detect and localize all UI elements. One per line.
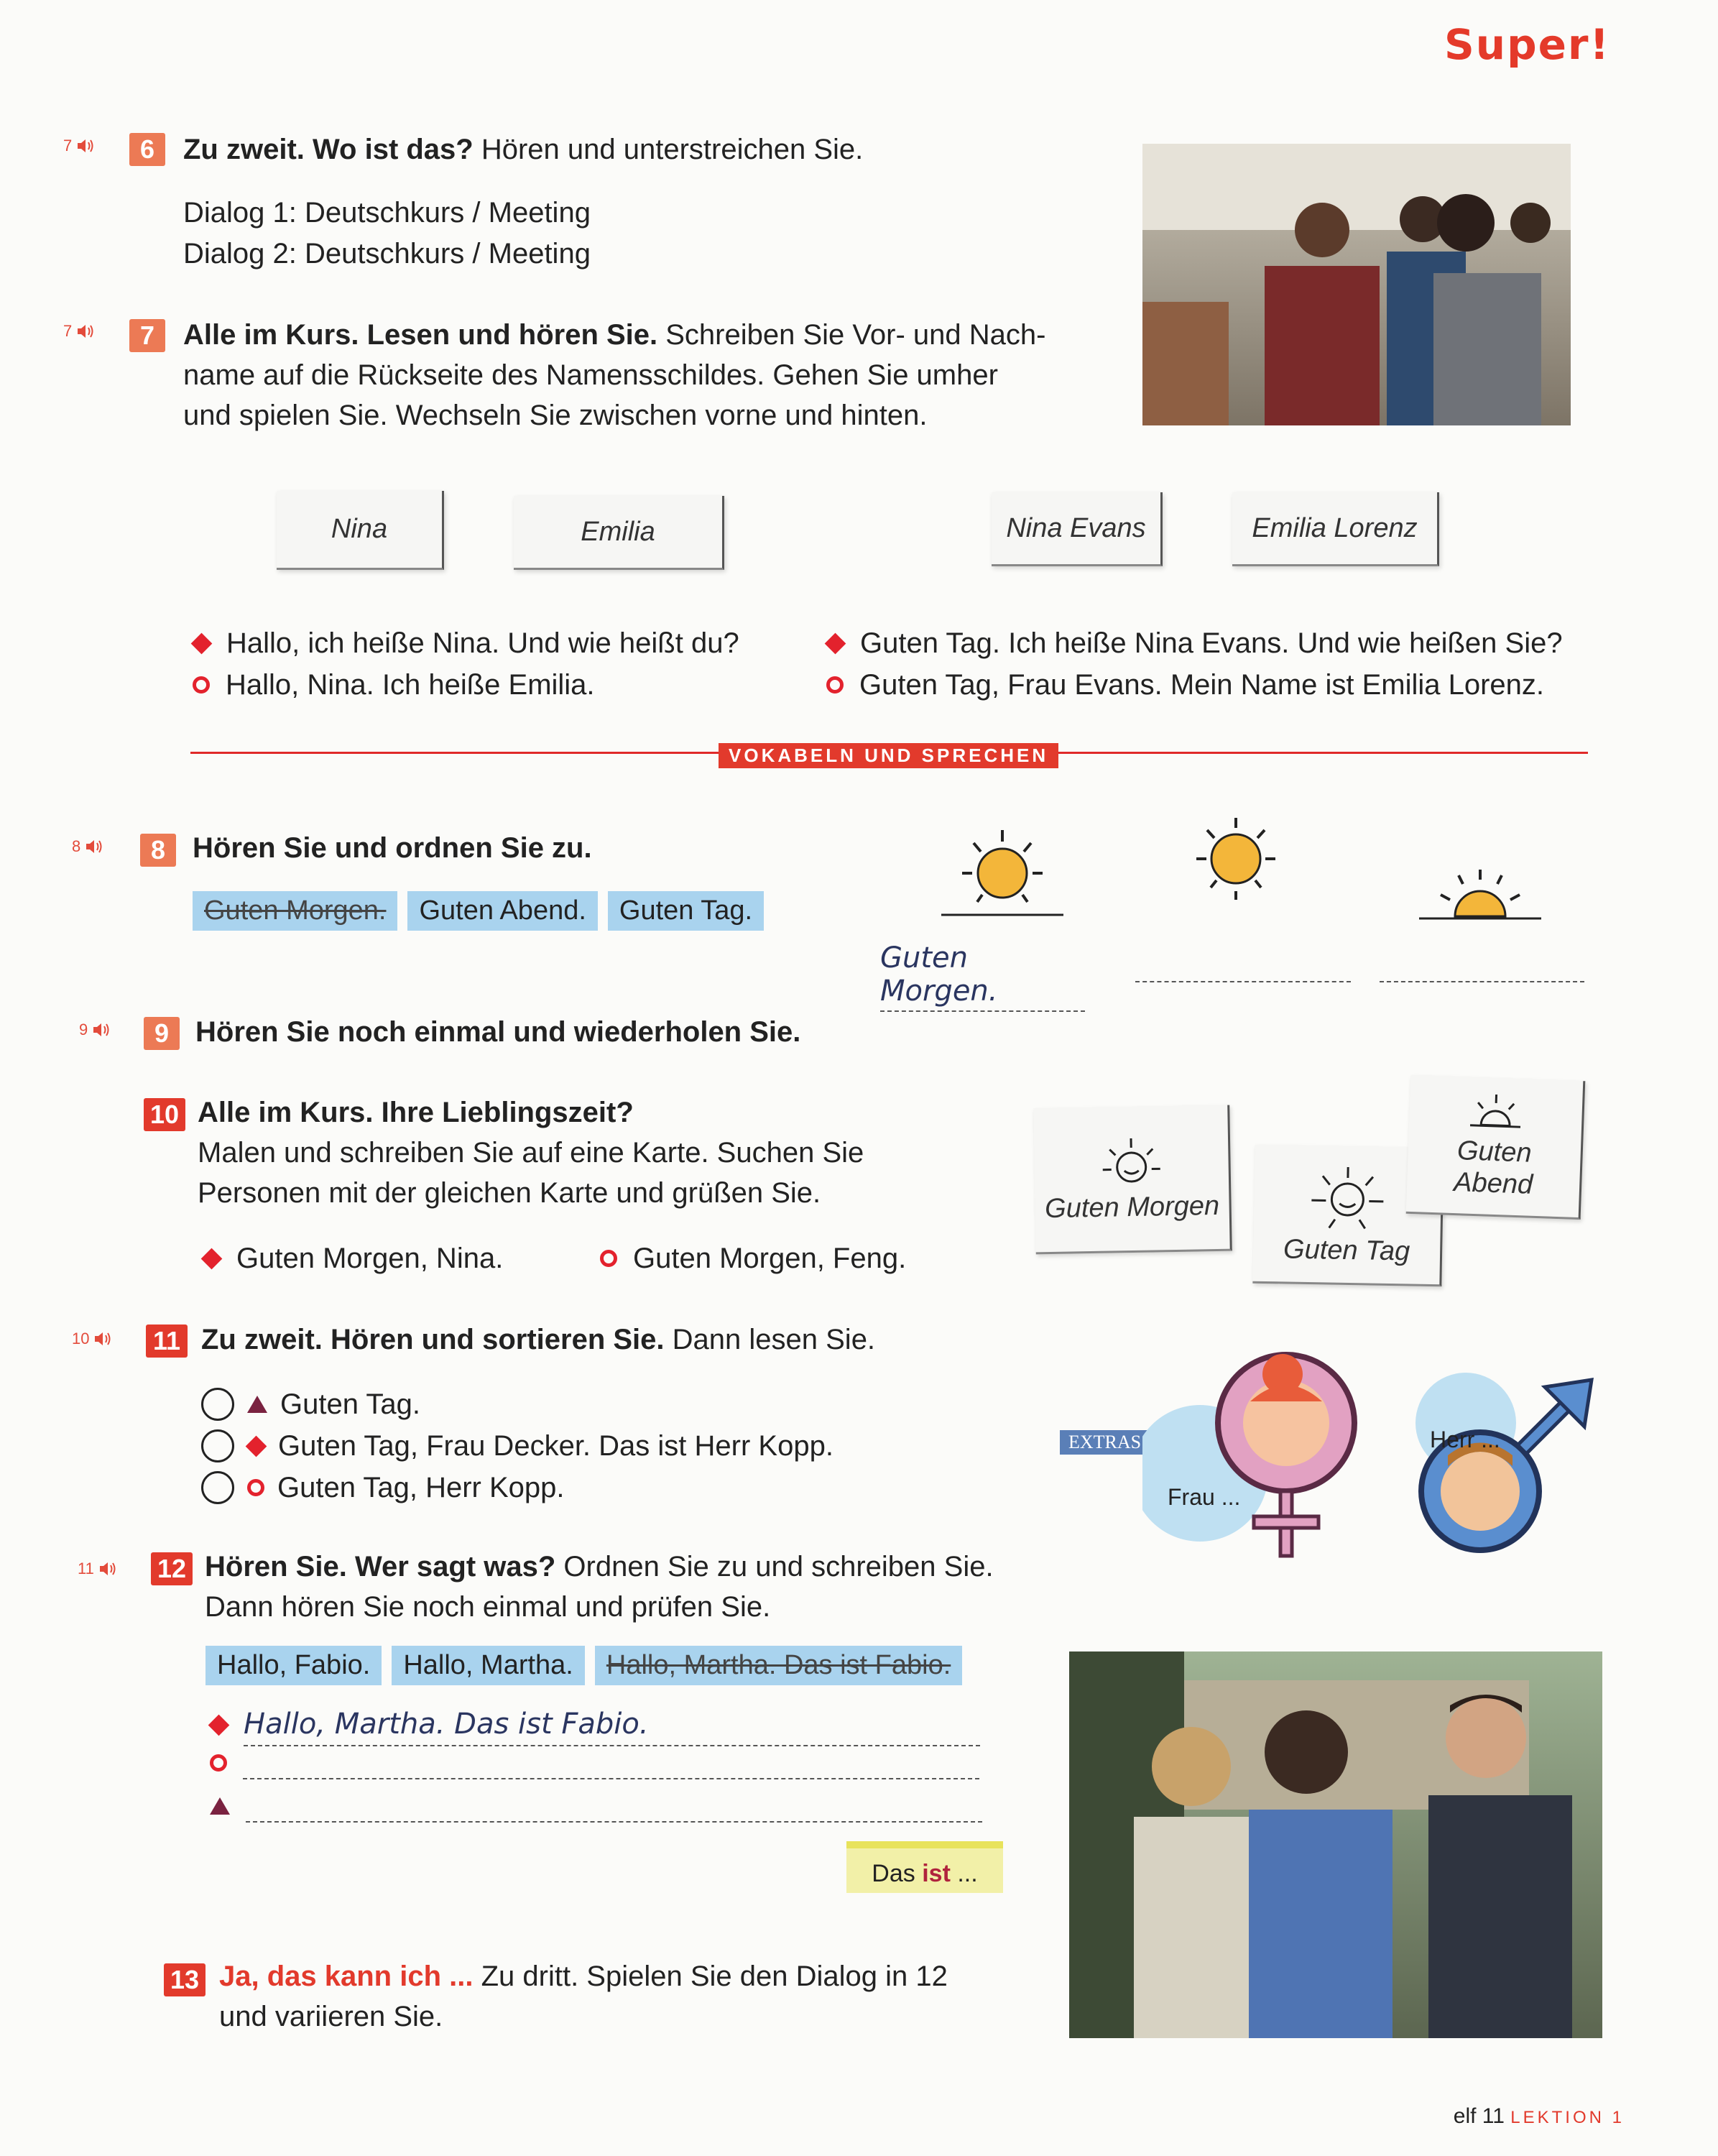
smiling-sun-icon	[1088, 1133, 1175, 1192]
exercise-number-7: 7	[129, 319, 165, 352]
audio-track-7[interactable]	[63, 322, 95, 341]
answer-blank[interactable]	[246, 1789, 982, 1823]
lesson-label: LEKTION 1	[1510, 2108, 1625, 2127]
text-line-3: und spielen Sie. Wechseln Sie zwischen vorne und hinten.	[183, 400, 928, 431]
audio-track-6[interactable]	[63, 137, 95, 155]
card-guten-morgen	[1033, 1105, 1232, 1255]
dialog-left-2	[193, 664, 595, 706]
extras-badge: EXTRAS	[1060, 1430, 1150, 1455]
title-bold: Alle im Kurs. Lesen und hören Sie.	[183, 319, 658, 351]
card-text: Guten Tag	[1283, 1233, 1410, 1266]
dialog-text: Guten Morgen, Nina.	[236, 1243, 504, 1274]
title-bold: Zu zweit. Hören und sortieren Sie.	[201, 1324, 665, 1355]
speaker-icon	[76, 137, 95, 155]
dialog-right-2	[826, 664, 1544, 706]
dialog-text: Guten Tag, Frau Evans. Mein Name ist Emilia Lorenz.	[859, 669, 1545, 701]
dialog-text: Guten Morgen, Feng.	[633, 1243, 907, 1274]
ring-icon	[210, 1754, 227, 1772]
title-red: Ja, das kann ich ...	[219, 1961, 474, 1992]
dialog-10-2	[600, 1238, 906, 1279]
diamond-icon	[201, 1248, 223, 1269]
chip-guten-tag[interactable]: Guten Tag.	[608, 891, 764, 931]
chip-hallo-martha[interactable]: Hallo, Martha.	[392, 1646, 585, 1685]
dialog-line-1: Dialog 1: Deutschkurs / Meeting	[183, 197, 591, 229]
exercise-6-title	[183, 129, 863, 170]
answer-text[interactable]: Hallo, Martha. Das ist Fabio.	[244, 1703, 980, 1746]
title-rest: Ordnen Sie zu und schreiben Sie.	[555, 1551, 994, 1583]
exercise-8-title: Hören Sie und ordnen Sie zu.	[193, 832, 592, 864]
name-card-emilia: Emilia	[514, 496, 724, 570]
ring-icon	[193, 676, 210, 694]
sun-setting-icon	[1415, 862, 1545, 927]
sort-line-1	[201, 1383, 420, 1425]
exercise-number-11: 11	[146, 1325, 188, 1358]
exercise-13-text	[219, 1956, 1045, 2037]
line-text: Guten Tag.	[280, 1388, 420, 1420]
card-guten-abend	[1406, 1075, 1586, 1220]
note-text-3: ...	[950, 1860, 978, 1887]
label-frau: Frau ...	[1168, 1484, 1241, 1510]
dialog-right-1	[826, 622, 1563, 664]
chip-row-8	[193, 891, 764, 931]
track-number: 8	[72, 837, 81, 855]
triangle-icon	[210, 1797, 230, 1815]
title-bold: Hören Sie. Wer sagt was?	[205, 1551, 556, 1583]
chip-hallo-martha-fabio[interactable]: Hallo, Martha. Das ist Fabio.	[595, 1646, 962, 1685]
label-herr: Herr ...	[1430, 1427, 1500, 1452]
track-number: 10	[72, 1330, 90, 1348]
exercise-number-8: 8	[140, 834, 176, 867]
speaker-icon	[85, 838, 103, 855]
track-number: 11	[78, 1560, 94, 1577]
ring-icon	[247, 1479, 264, 1496]
text-line-2: Dann hören Sie noch einmal und prüfen Sie.	[205, 1591, 771, 1623]
grammar-note	[846, 1841, 1003, 1893]
text-line-1: Schreiben Sie Vor- und Nach-	[657, 319, 1046, 351]
exercise-number-9: 9	[144, 1017, 180, 1050]
sort-line-2	[201, 1425, 833, 1467]
diamond-icon	[191, 632, 213, 654]
exercise-number-12: 12	[151, 1552, 193, 1585]
speaker-icon	[76, 323, 95, 340]
text-line-1: Zu dritt. Spielen Sie den Dialog in 12	[473, 1961, 948, 1992]
order-circle[interactable]	[201, 1429, 234, 1462]
text-line-1: Malen und schreiben Sie auf eine Karte. Suchen Sie	[198, 1137, 864, 1169]
page-footer	[1454, 2104, 1625, 2129]
order-circle[interactable]	[201, 1471, 234, 1504]
sort-line-3	[201, 1467, 565, 1508]
page-number: elf 11	[1453, 2104, 1505, 2128]
audio-track-11[interactable]	[72, 1330, 112, 1348]
photo-group-walking	[1142, 144, 1571, 425]
title-bold: Zu zweit. Wo ist das?	[183, 134, 474, 165]
title-rest: Hören und unterstreichen Sie.	[473, 134, 864, 165]
text-line-2: Personen mit der gleichen Karte und grüßen Sie.	[198, 1177, 821, 1209]
chip-row-12	[205, 1646, 962, 1685]
dialog-text: Guten Tag. Ich heiße Nina Evans. Und wie heißen Sie?	[860, 627, 1563, 659]
exercise-number-6: 6	[129, 133, 165, 166]
diamond-icon	[246, 1435, 267, 1457]
dialog-text: Hallo, ich heiße Nina. Und wie heißt du?	[226, 627, 739, 659]
answer-row-3	[210, 1789, 982, 1823]
exercise-11-title	[201, 1319, 875, 1360]
name-card-emilia-lorenz: Emilia Lorenz	[1232, 492, 1439, 566]
dialog-left-1	[193, 622, 739, 664]
speaker-icon	[93, 1330, 112, 1348]
dialog-line-2: Dialog 2: Deutschkurs / Meeting	[183, 238, 591, 270]
speaker-icon	[98, 1560, 117, 1577]
card-text: Guten Morgen	[1044, 1190, 1220, 1224]
speaker-icon	[92, 1021, 111, 1038]
diamond-icon	[208, 1714, 230, 1736]
triangle-icon	[247, 1396, 267, 1413]
exercise-12-text	[205, 1547, 1031, 1627]
answer-row-2	[210, 1746, 979, 1779]
chip-hallo-fabio[interactable]: Hallo, Fabio.	[205, 1646, 382, 1685]
name-card-nina-evans: Nina Evans	[992, 492, 1163, 566]
exercise-number-10: 10	[144, 1098, 185, 1131]
gender-symbols-illustration	[1142, 1344, 1602, 1581]
ring-icon	[826, 676, 844, 694]
answer-line-3[interactable]	[1380, 981, 1584, 982]
exercise-9-title: Hören Sie noch einmal und wiederholen Sie.	[195, 1016, 801, 1048]
section-label: VOKABELN UND SPRECHEN	[719, 743, 1058, 768]
photo-three-people	[1069, 1651, 1602, 2038]
chip-guten-morgen[interactable]: Guten Morgen.	[193, 891, 397, 931]
dialog-text: Hallo, Nina. Ich heiße Emilia.	[226, 669, 595, 701]
sun-rising-icon	[938, 823, 1067, 923]
diamond-icon	[825, 632, 846, 654]
page-header-title: Super!	[1444, 20, 1610, 69]
ring-icon	[600, 1250, 617, 1267]
title-rest: Dann lesen Sie.	[664, 1324, 876, 1355]
line-text: Guten Tag, Frau Decker. Das ist Herr Kopp.	[278, 1430, 833, 1462]
note-text-1: Das	[872, 1860, 923, 1887]
sun-noon-icon	[1182, 812, 1290, 913]
audio-track-8[interactable]	[72, 837, 103, 856]
setting-sun-icon	[1459, 1092, 1533, 1137]
audio-track-12[interactable]	[78, 1560, 117, 1578]
note-text-2: ist	[922, 1860, 951, 1887]
line-text: Guten Tag, Herr Kopp.	[277, 1472, 565, 1503]
answer-line-1[interactable]: Guten Morgen.	[880, 941, 1085, 1012]
track-number: 7	[63, 137, 73, 155]
smiling-sun-icon	[1301, 1162, 1395, 1235]
audio-track-9[interactable]	[79, 1021, 111, 1039]
answer-row-1	[210, 1703, 980, 1746]
exercise-number-13: 13	[164, 1963, 205, 1996]
chip-guten-abend[interactable]: Guten Abend.	[407, 891, 597, 931]
order-circle[interactable]	[201, 1388, 234, 1421]
exercise-7-text	[183, 315, 1117, 436]
name-card-nina: Nina	[277, 491, 444, 570]
text-line-2: und variieren Sie.	[219, 2001, 443, 2032]
track-number: 7	[63, 322, 73, 340]
answer-blank[interactable]	[243, 1746, 979, 1779]
dialog-10-1	[203, 1238, 503, 1279]
title-bold: Alle im Kurs. Ihre Lieblingszeit?	[198, 1097, 634, 1128]
answer-line-2[interactable]	[1135, 981, 1351, 982]
track-number: 9	[79, 1021, 88, 1038]
exercise-10-text	[198, 1092, 1010, 1213]
card-text-1: Guten	[1456, 1135, 1533, 1169]
card-text-2: Abend	[1453, 1167, 1533, 1200]
text-line-2: name auf die Rückseite des Namensschildes. Gehen Sie umher	[183, 359, 998, 391]
